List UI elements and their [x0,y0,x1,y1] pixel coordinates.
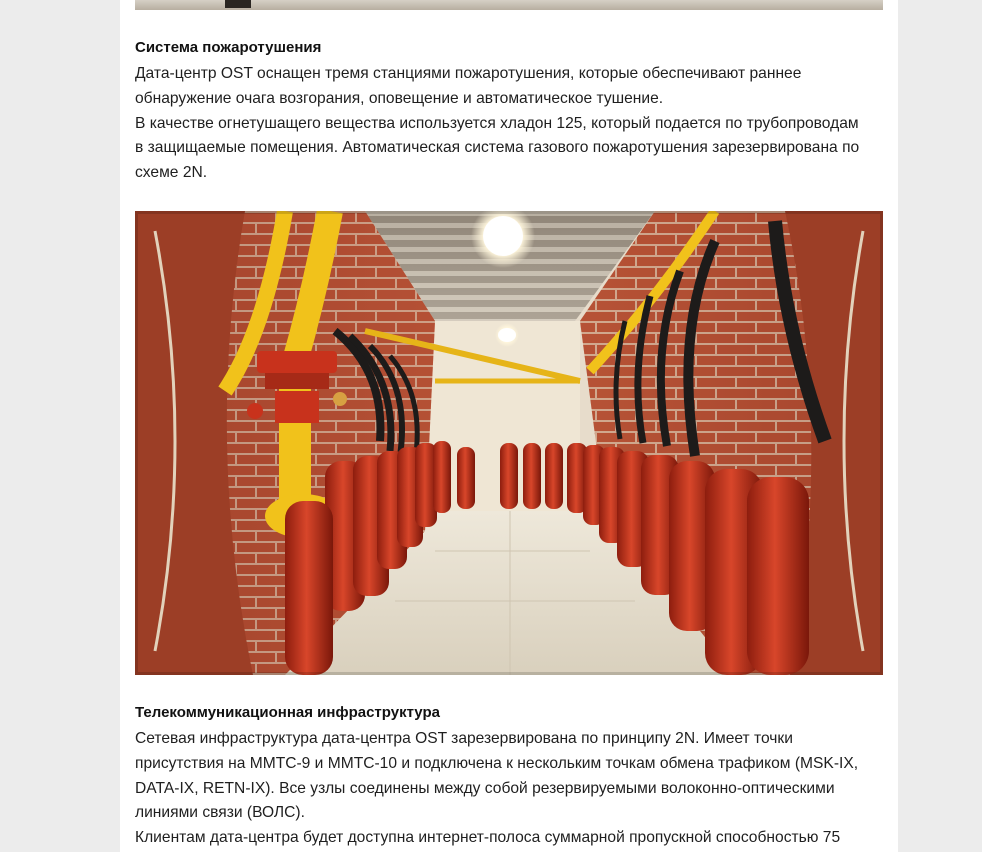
paragraph-telecom [135,727,885,851]
photo-dark-detail [225,0,251,8]
text-line: линиями связи (ВОЛС). [135,804,305,822]
article-page [120,0,898,852]
text-line: схеме 2N. [135,164,208,182]
text-line: Сетевая инфраструктура дата-центра OST зарезервирована по принципу 2N. Имеет точки [135,730,793,747]
text-line: обнаружение очага возгорания, оповещение и автоматическое тушение. [135,89,664,107]
paragraph-fire-suppression [135,62,885,186]
text-line: в защищаемые помещения. Автоматическая система газового пожаротушения зарезервирована по [135,139,860,157]
text-line: Клиентам дата-центра будет доступна интернет-полоса суммарной пропускной способностью 75 [135,829,841,847]
text-line: Дата-центр OST оснащен тремя станциями пожаротушения, которые обеспечивают раннее [135,65,802,82]
photo-illustration [135,211,883,675]
text-line: В качестве огнетушащего вещества используется хладон 125, который подается по трубопроводам [135,114,859,132]
text-line: присутствия на ММТС-9 и ММТС-10 и подключена к нескольким точкам обмена трафиком (MSK-IX, [135,754,859,772]
previous-photo-bottom-edge [135,0,883,10]
text-line: DATA-IX, RETN-IX). Все узлы соединены между собой резервируемыми волоконно-оптическими [135,779,835,797]
section-title-telecom: Телекоммуникационная инфраструктура [135,704,440,721]
fire-suppression-room-photo [135,211,883,675]
section-title-fire-suppression: Система пожаротушения [135,39,322,56]
